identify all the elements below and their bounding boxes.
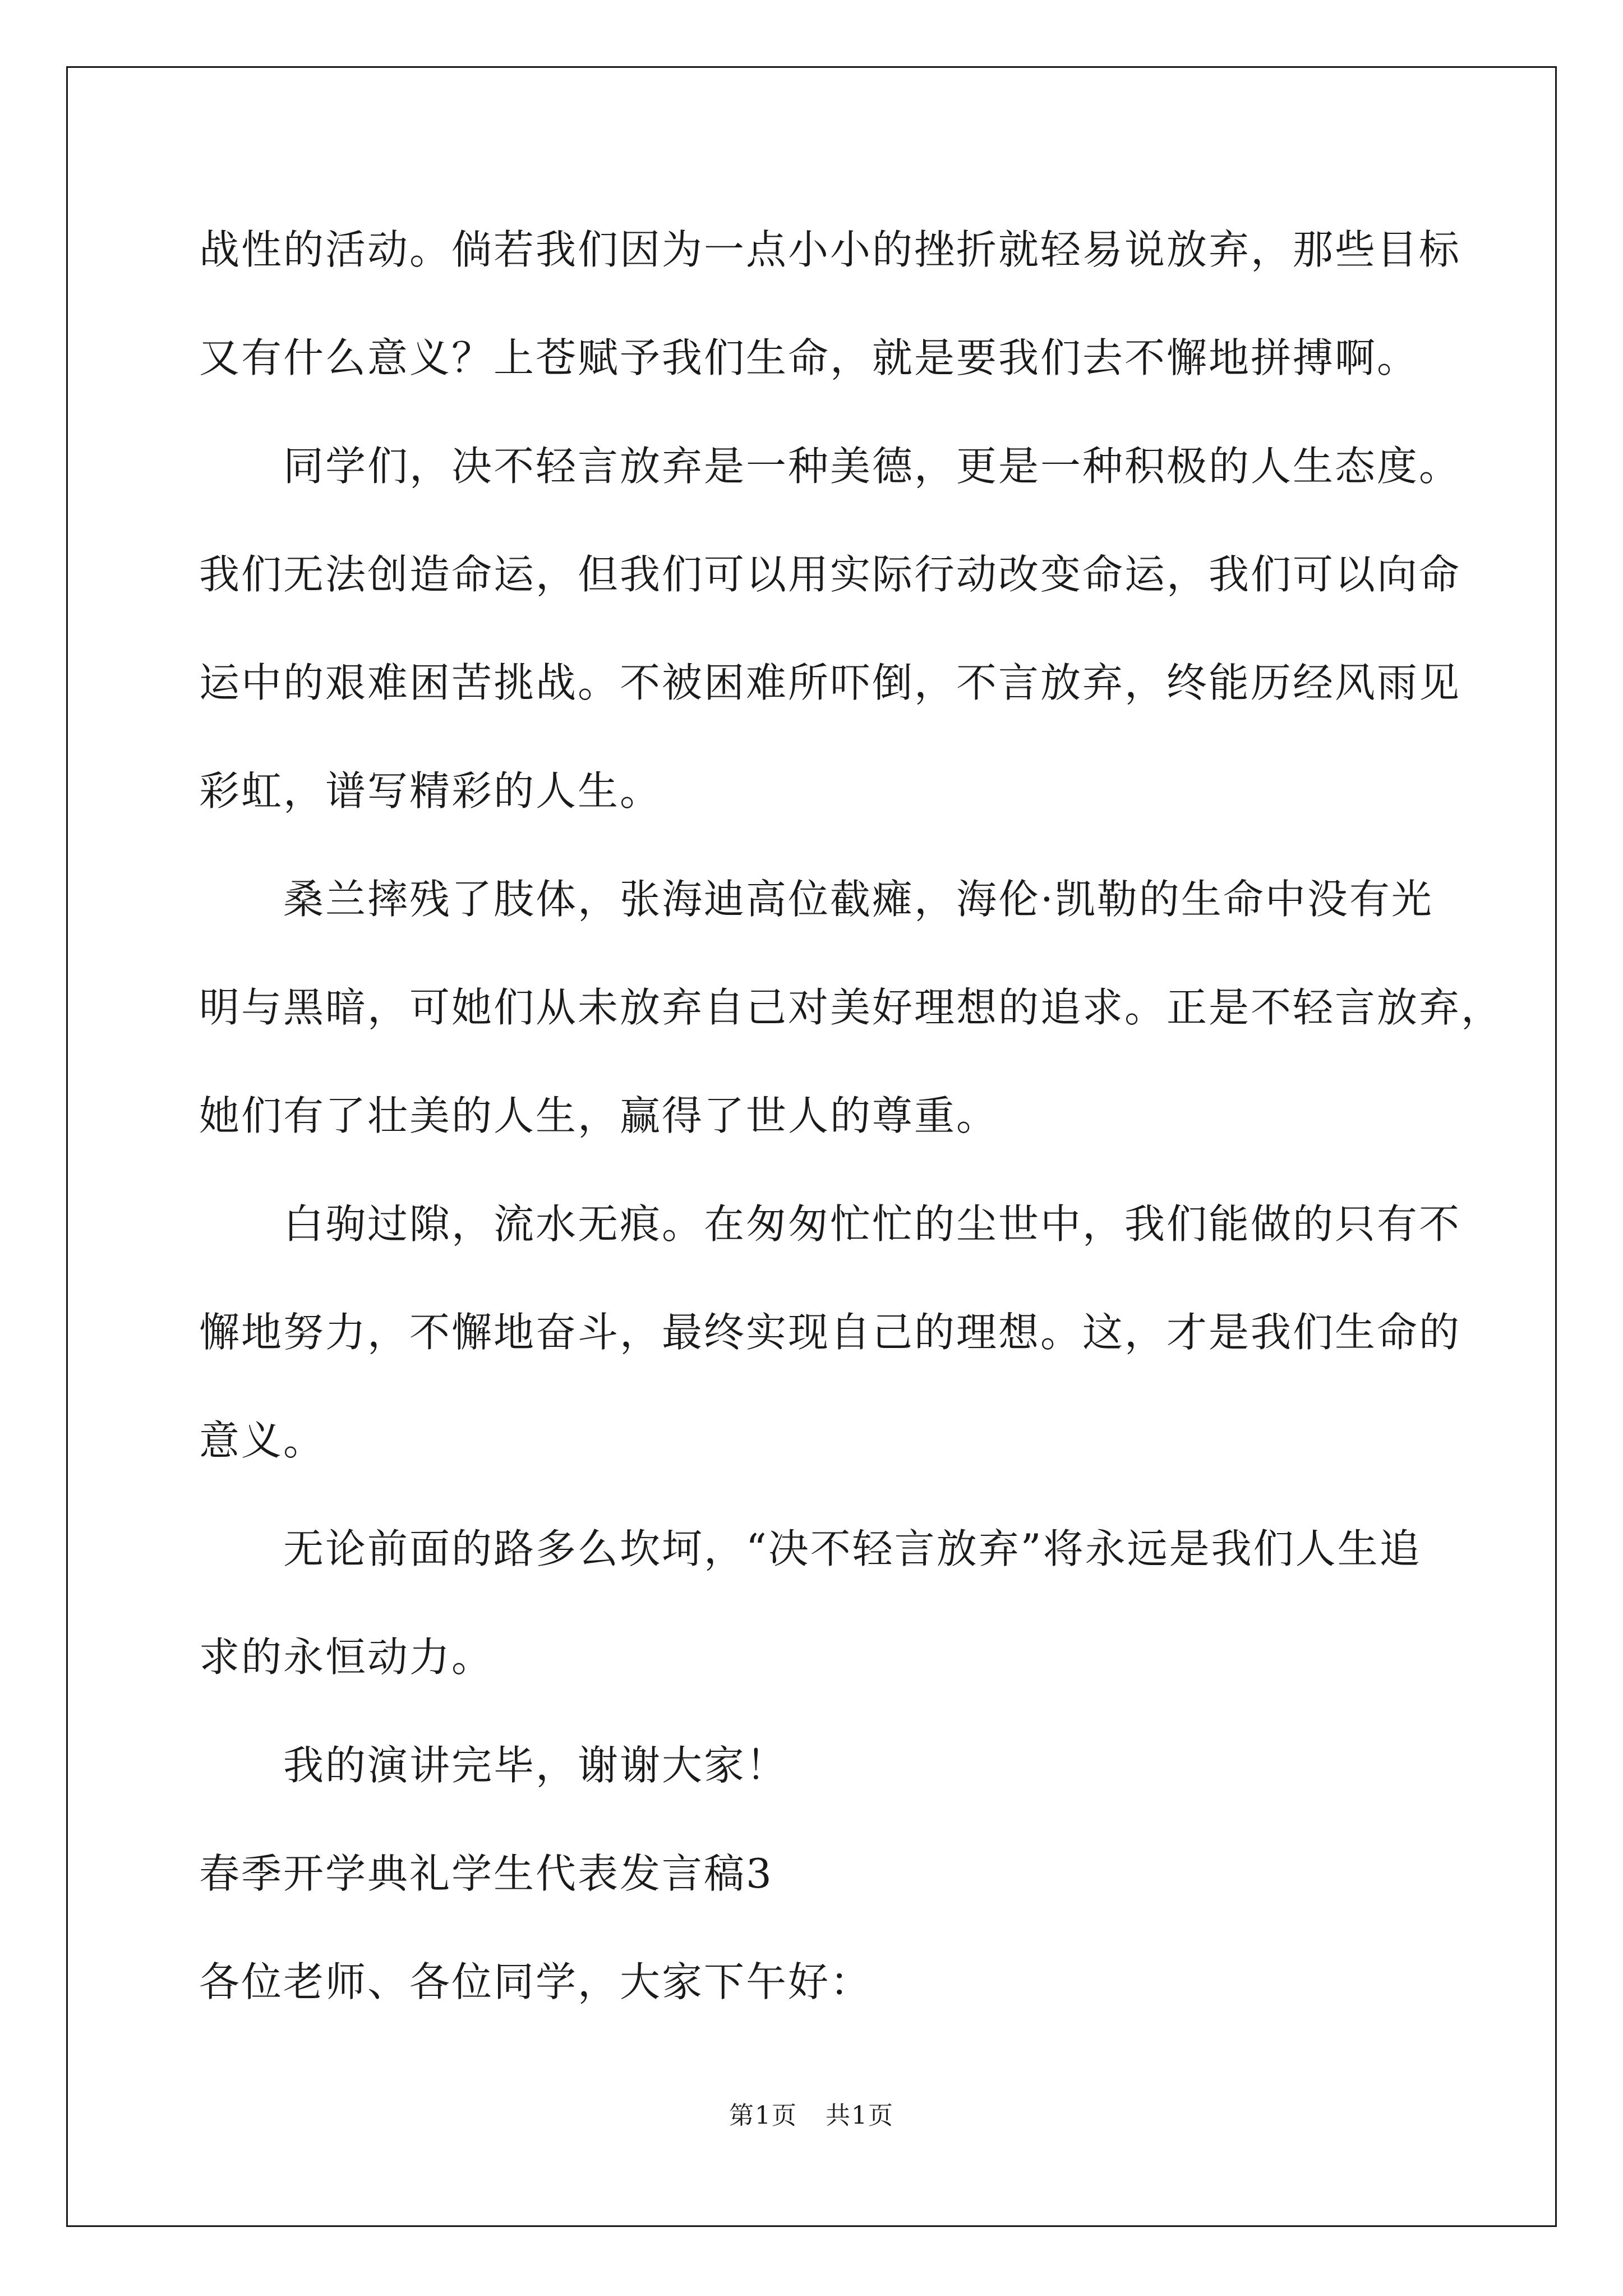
paragraph-start-line: 同学们，决不轻言放弃是一种美德，更是一种积极的人生态度。 [283, 443, 1461, 490]
text-line: 战性的活动。倘若我们因为一点小小的挫折就轻易说放弃，那些目标 [199, 226, 1461, 273]
page-footer [0, 2095, 1623, 2131]
text-line: 懈地努力，不懈地奋斗，最终实现自己的理想。这，才是我们生命的 [199, 1309, 1461, 1356]
text-line: 又有什么意义？上苍赋予我们生命，就是要我们去不懈地拼搏啊。 [199, 334, 1419, 381]
page-number-current: 第1页 [729, 2101, 797, 2130]
paragraph-start-line: 白驹过隙，流水无痕。在匆匆忙忙的尘世中，我们能做的只有不 [283, 1200, 1461, 1248]
text-line: 我们无法创造命运，但我们可以用实际行动改变命运，我们可以向命 [199, 551, 1461, 598]
section-heading: 春季开学典礼学生代表发言稿3 [199, 1850, 773, 1897]
text-line: 明与黑暗，可她们从未放弃自己对美好理想的追求。正是不轻言放弃， [199, 984, 1504, 1031]
salutation-line: 各位老师、各位同学，大家下午好： [199, 1958, 873, 2005]
text-line: 求的永恒动力。 [199, 1634, 494, 1681]
text-line: 她们有了壮美的人生，赢得了世人的尊重。 [199, 1092, 999, 1139]
text-line: 运中的艰难困苦挑战。不被困难所吓倒，不言放弃，终能历经风雨见 [199, 659, 1461, 706]
page-number-total: 共1页 [826, 2101, 894, 2130]
paragraph-start-line: 我的演讲完毕，谢谢大家！ [283, 1742, 789, 1789]
text-line: 彩虹，谱写精彩的人生。 [199, 767, 662, 815]
page-border [66, 66, 1557, 2227]
paragraph-start-line: 无论前面的路多么坎坷，“决不轻言放弃”将永远是我们人生追 [283, 1525, 1422, 1572]
paragraph-start-line: 桑兰摔残了肢体，张海迪高位截瘫，海伦·凯勒的生命中没有光 [283, 876, 1433, 923]
text-line: 意义。 [199, 1417, 326, 1464]
